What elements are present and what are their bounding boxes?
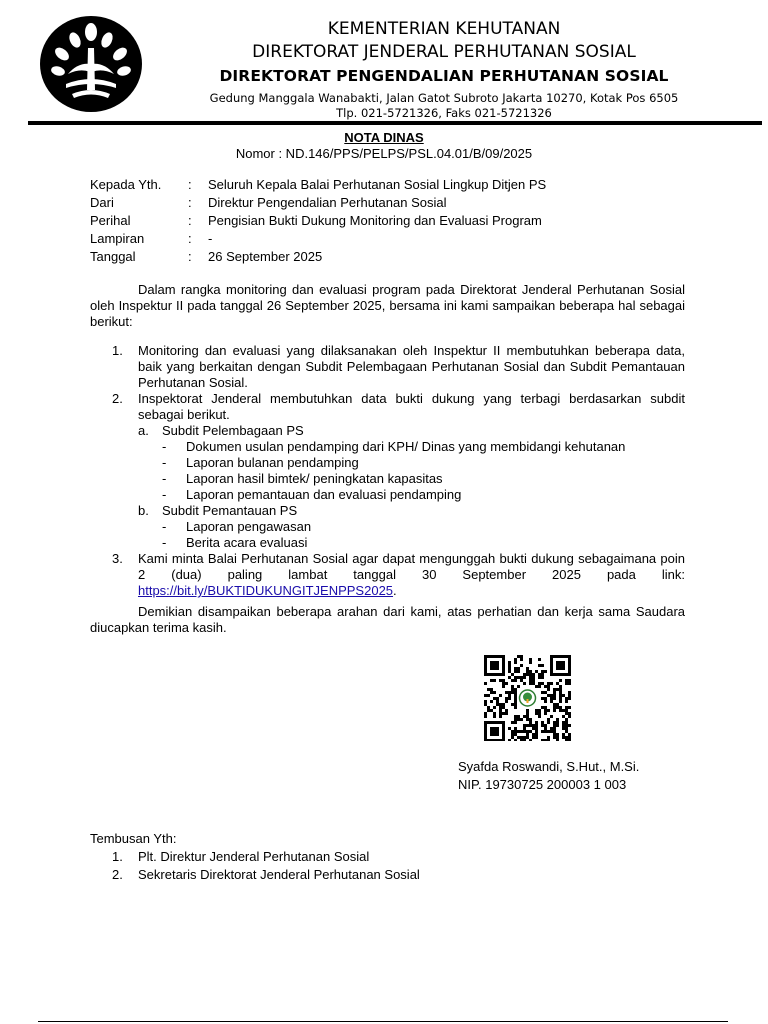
list-item: [90, 551, 685, 599]
memo-number: Nomor : ND.146/PPS/PELPS/PSL.04.01/B/09/2025: [235, 146, 533, 161]
cc-item: [90, 848, 420, 866]
cc-number: 2.: [112, 867, 123, 882]
cc-item: [90, 866, 420, 884]
dash-item-text: Laporan bulanan pendamping: [186, 455, 359, 470]
list-item: [90, 391, 685, 551]
list-item-text: Kami minta Balai Perhutanan Sosial agar dapat mengunggah bukti dukung sebagaimana poin 2 (dua) paling lambat tanggal 30 September 2025 pada link:: [138, 551, 685, 582]
dash-item: [162, 439, 685, 455]
signature-block: [458, 758, 639, 794]
dash-item-text: Laporan hasil bimtek/ peningkatan kapasitas: [186, 471, 443, 486]
dash-item: [162, 455, 685, 471]
cc-block: [90, 830, 420, 884]
field-value: Pengisian Bukti Dukung Monitoring dan Evaluasi Program: [208, 213, 542, 228]
dash-item-text: Laporan pengawasan: [186, 519, 312, 534]
cc-text: Plt. Direktur Jenderal Perhutanan Sosial: [138, 849, 370, 864]
list-number: 2.: [112, 391, 123, 406]
cc-heading: Tembusan Yth:: [90, 831, 177, 846]
list-number: 3.: [112, 551, 123, 566]
dash-bullet: -: [162, 455, 167, 470]
letterhead-rule: [28, 121, 762, 125]
office-phone: Tlp. 021-5721326, Faks 021-5721326: [336, 106, 552, 120]
field-value: Seluruh Kepala Balai Perhutanan Sosial Lingkup Ditjen PS: [208, 177, 547, 192]
dash-item: [162, 535, 685, 551]
field-row-lampiran: [90, 230, 546, 248]
field-label: Kepada Yth.: [90, 177, 162, 192]
dash-item: [162, 487, 685, 503]
dash-bullet: -: [162, 471, 167, 486]
field-value: -: [208, 231, 213, 246]
field-label: Dari: [90, 195, 114, 210]
field-colon: :: [188, 195, 192, 210]
sub-list-item: [138, 503, 685, 551]
directorate-general-name: DIREKTORAT JENDERAL PERHUTANAN SOSIAL: [252, 42, 636, 62]
footer-rule: [38, 1021, 728, 1022]
sub-list-title: Subdit Pemantauan PS: [162, 503, 298, 518]
closing-paragraph: Demikian disampaikan beberapa arahan dari kami, atas perhatian dan kerja sama Saudara diucapkan terima kasih.: [90, 604, 685, 635]
intro-paragraph: Dalam rangka monitoring dan evaluasi program pada Direktorat Jenderal Perhutanan Sosial oleh Inspektur II pada tanggal 26 September 2025, bersama ini kami sampaikan beberapa hal sebagai berikut:: [90, 282, 685, 329]
field-row-dari: [90, 194, 546, 212]
field-colon: :: [188, 249, 192, 264]
signer-nip: NIP. 19730725 200003 1 003: [458, 777, 627, 792]
ministry-name: KEMENTERIAN KEHUTANAN: [327, 19, 561, 39]
field-row-kepada: [90, 176, 546, 194]
letterhead: [150, 18, 738, 121]
list-number: 1.: [112, 343, 123, 358]
cc-number: 1.: [112, 849, 123, 864]
dash-item-text: Laporan pemantauan dan evaluasi pendamping: [186, 487, 462, 502]
field-value: Direktur Pengendalian Perhutanan Sosial: [208, 195, 447, 210]
field-colon: :: [188, 177, 192, 192]
memo-type: NOTA DINAS: [344, 130, 424, 145]
memo-title: [0, 130, 768, 162]
sub-list-item: [138, 423, 685, 503]
dash-bullet: -: [162, 487, 167, 502]
field-label: Tanggal: [90, 249, 136, 264]
field-row-perihal: [90, 212, 546, 230]
memo-fields: [90, 176, 546, 266]
instruction-list: [90, 343, 685, 599]
field-row-tanggal: [90, 248, 546, 266]
dash-bullet: -: [162, 439, 167, 454]
directorate-name: DIREKTORAT PENGENDALIAN PERHUTANAN SOSIAL: [219, 67, 669, 85]
qr-code-icon: [483, 655, 573, 741]
link-period: .: [393, 583, 397, 598]
signer-name: Syafda Roswandi, S.Hut., M.Si.: [458, 759, 640, 774]
office-address: Gedung Manggala Wanabakti, Jalan Gatot Subroto Jakarta 10270, Kotak Pos 6505: [209, 91, 679, 105]
dash-item: [162, 471, 685, 487]
dash-item-text: Berita acara evaluasi: [186, 535, 308, 550]
list-item: [90, 343, 685, 391]
dash-bullet: -: [162, 519, 167, 534]
tree-emblem-icon: [38, 14, 144, 114]
sub-list-title: Subdit Pelembagaan PS: [162, 423, 304, 438]
upload-link[interactable]: https://bit.ly/BUKTIDUKUNGITJENPPS2025: [138, 583, 394, 598]
field-label: Perihal: [90, 213, 131, 228]
sub-list-letter: a.: [138, 423, 149, 438]
field-value: 26 September 2025: [208, 249, 323, 264]
cc-text: Sekretaris Direktorat Jenderal Perhutanan Sosial: [138, 867, 420, 882]
list-item-text: Inspektorat Jenderal membutuhkan data bukti dukung yang terbagi berdasarkan subdit sebagai berikut.: [138, 391, 685, 422]
dash-item: [162, 519, 685, 535]
dash-bullet: -: [162, 535, 167, 550]
field-colon: :: [188, 213, 192, 228]
dash-item-text: Dokumen usulan pendamping dari KPH/ Dinas yang membidangi kehutanan: [186, 439, 626, 454]
list-item-text: Monitoring dan evaluasi yang dilaksanakan oleh Inspektur II membutuhkan beberapa data, baik yang berkaitan dengan Subdit Pelembagaan Perhutanan Sosial dan Subdit Pemantauan Perhutanan Sosial.: [138, 343, 685, 390]
sub-list-letter: b.: [138, 503, 149, 518]
field-colon: :: [188, 231, 192, 246]
field-label: Lampiran: [90, 231, 145, 246]
